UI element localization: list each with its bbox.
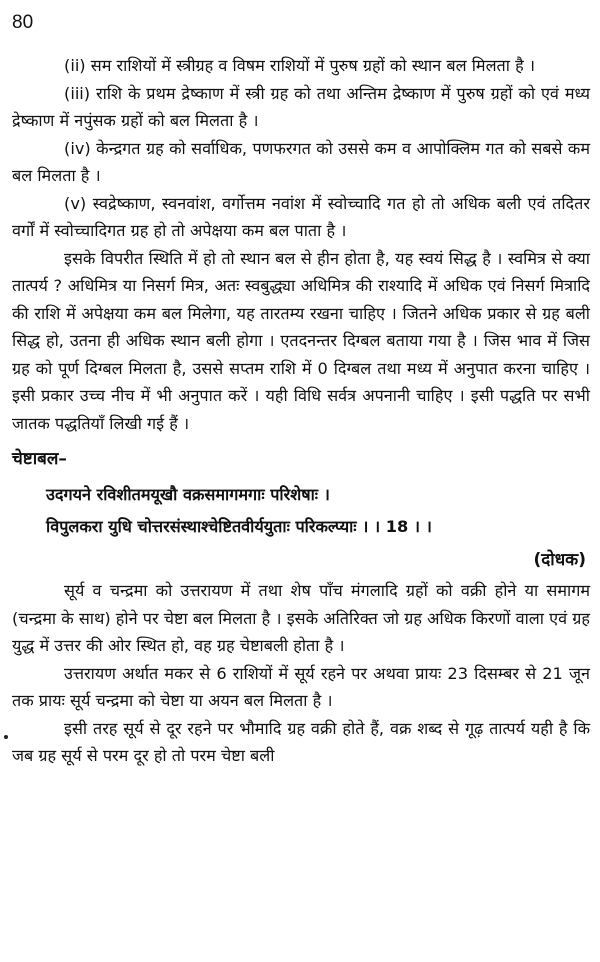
verse-line-2: विपुलकरा युधि चोत्तरसंस्थाश्चेष्टितवीर्ययुताः परिकल्प्याः । । 18 । ।: [46, 517, 432, 536]
paragraph-sthana-bala-v: (v) स्वद्रेष्काण, स्वनवांश, वर्गोत्तम नवांश में स्वोच्चादि गत हो तो अधिक बली एवं तदितर वर्गों में स्वोच्चादिगत ग्रह हो तो अपेक्षया कम बल पाता है ।: [12, 193, 590, 240]
paragraph-sthana-bala-iii: (iii) राशि के प्रथम द्रेष्काण में स्त्री ग्रह को तथा अन्तिम द्रेष्काण में पुरुष ग्रहों को एवं मध्य द्रेष्काण में नपुंसक ग्रहों को बल मिलता है ।: [12, 83, 590, 130]
margin-dot: [4, 735, 8, 739]
paragraph-sthana-bala-ii: (ii) सम राशियों में स्त्रीग्रह व विषम राशियों में पुरुष ग्रहों को स्थान बल मिलता है ।: [64, 56, 535, 75]
section-heading-cheshtabala: चेष्टाबल–: [12, 449, 67, 469]
page-content: [12, 52, 590, 770]
verse-line-1: उदगयने रविशीतमयूखौ वक्रसमागमगाः परिशेषाः ।: [46, 485, 330, 504]
paragraph-cheshtabala-meaning: सूर्य व चन्द्रमा को उत्तरायण में तथा शेष पाँच मंगलादि ग्रहों को वक्री होने या समागम (चन्द्रमा के साथ) होने पर चेष्टा बल मिलता है । इसके अतिरिक्त जो ग्रह अधिक किरणों वाला एवं ग्रह युद्ध में उत्तर की ओर स्थित हो, वह ग्रह चेष्टाबली होता है ।: [12, 581, 590, 655]
paragraph-digbala-explanation: इसके विपरीत स्थिति में हो तो स्थान बल से हीन होता है, यह स्वयं सिद्ध है । स्वमित्र से क्या तात्पर्य ? अधिमित्र या निसर्ग मित्र, अतः स्वबुद्ध्या अधिमित्र की राश्यादि में अधिक एवं निसर्ग मित्रादि की राशि में अपेक्षया कम बल मिलेगा, यह तारतम्य रखना चाहिए । जितने अधिक प्रकार से ग्रह बली सिद्ध हो, उतना ही अधिक स्थान बली होगा । एतदनन्तर दिग्बल बताया गया है । जिस भाव में जिस ग्रह को पूर्ण दिग्बल मिलता है, उससे सप्तम राशि में 0 दिग्बल तथा मध्य में अनुपात करना चाहिए । इसी प्रकार उच्च नीच में भी अनुपात करें । यही विधि सर्वत्र अपनानी चाहिए । इसी पद्धति पर सभी जातक पद्धतियाँ लिखी गई हैं ।: [12, 248, 590, 433]
paragraph-sthana-bala-iv: (iv) केन्द्रगत ग्रह को सर्वाधिक, पणफरगत को उससे कम व आपोक्लिम गत को सबसे कम बल मिलता है ।: [12, 138, 590, 185]
paragraph-retrograde: इसी तरह सूर्य से दूर रहने पर भौमादि ग्रह वक्री होते हैं, वक्र शब्द से गूढ़ तात्पर्य यही है कि जब ग्रह सूर्य से परम दूर हो तो परम चेष्टा बली: [12, 718, 590, 765]
meter-label: (दोधक): [533, 550, 586, 570]
page-number: 80: [12, 12, 34, 33]
paragraph-uttarayana: उत्तरायण अर्थात मकर से 6 राशियों में सूर्य रहने पर अथवा प्रायः 23 दिसम्बर से 21 जून तक प्रायः सूर्य चन्द्रमा को चेष्टा या अयन बल मिलता है ।: [12, 663, 590, 710]
